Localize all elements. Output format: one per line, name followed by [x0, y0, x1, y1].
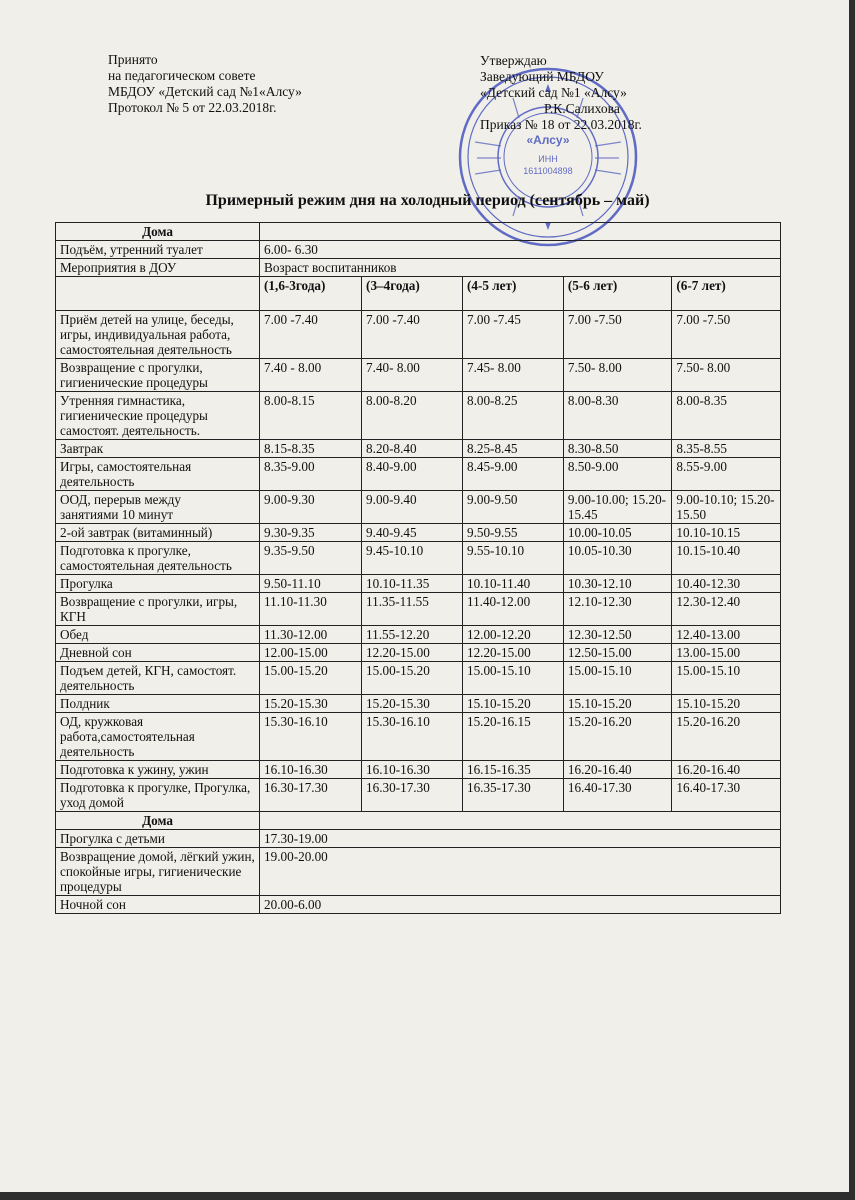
time-cell: 8.00-8.20	[362, 392, 463, 440]
time-cell: 7.00 -7.50	[672, 311, 781, 359]
table-row	[56, 713, 781, 761]
time-cell: 10.10-10.15	[672, 524, 781, 542]
activity-label: Ночной сон	[56, 896, 260, 914]
activity-label: Полдник	[56, 695, 260, 713]
activity-label-line: Утренняя гимнастика, гигиенические процедуры	[60, 393, 208, 423]
age-header-cell: Возраст воспитанников	[260, 259, 781, 277]
time-cell: 12.00-12.20	[462, 626, 563, 644]
time-cell: 7.40- 8.00	[362, 359, 463, 392]
time-cell: 9.00-9.30	[260, 491, 362, 524]
table-row	[56, 440, 781, 458]
activity-label: Прогулка с детьми	[56, 830, 260, 848]
schedule-table	[55, 222, 781, 914]
time-cell: 7.50- 8.00	[563, 359, 672, 392]
time-cell: 16.20-16.40	[563, 761, 672, 779]
endorsement-line-3: «Детский сад №1 «Алсу»	[480, 85, 627, 100]
time-cell: 16.40-17.30	[672, 779, 781, 812]
approval-line-2: на педагогическом совете	[108, 68, 256, 83]
approval-block	[108, 52, 302, 116]
time-cell: 15.20-16.20	[563, 713, 672, 761]
empty-cell	[260, 812, 781, 830]
time-cell: 10.15-10.40	[672, 542, 781, 575]
time-cell: 15.30-16.10	[362, 713, 463, 761]
table-row	[56, 542, 781, 575]
table-row	[56, 311, 781, 359]
time-cell: 16.10-16.30	[362, 761, 463, 779]
endorsement-line-2: Заведующий МБДОУ	[480, 69, 604, 84]
time-cell: 12.00-15.00	[260, 644, 362, 662]
age-group-header: (6-7 лет)	[672, 277, 781, 311]
approval-line-1: Принято	[108, 52, 158, 67]
activity-label: ОД, кружковая работа,самостоятельная деятельность	[56, 713, 260, 761]
table-row	[56, 392, 781, 440]
time-cell: 11.55-12.20	[362, 626, 463, 644]
time-cell: 8.30-8.50	[563, 440, 672, 458]
time-cell: 9.30-9.35	[260, 524, 362, 542]
time-cell: 16.20-16.40	[672, 761, 781, 779]
time-cell: 8.00-8.25	[462, 392, 563, 440]
time-cell: 16.30-17.30	[260, 779, 362, 812]
table-row	[56, 524, 781, 542]
time-cell: 9.35-9.50	[260, 542, 362, 575]
activity-label	[56, 392, 260, 440]
activity-label-line: самостоят. деятельность.	[60, 423, 201, 438]
time-cell: 16.40-17.30	[563, 779, 672, 812]
time-cell: 15.20-15.30	[362, 695, 463, 713]
table-row	[56, 359, 781, 392]
activity-label: 2-ой завтрак (витаминный)	[56, 524, 260, 542]
time-cell: 15.00-15.10	[563, 662, 672, 695]
table-row	[56, 812, 781, 830]
activity-label: Обед	[56, 626, 260, 644]
time-cell: 7.45- 8.00	[462, 359, 563, 392]
time-cell: 9.00-9.50	[462, 491, 563, 524]
time-cell: 8.50-9.00	[563, 458, 672, 491]
table-row	[56, 896, 781, 914]
time-cell: 16.30-17.30	[362, 779, 463, 812]
time-cell: 8.35-9.00	[260, 458, 362, 491]
table-row	[56, 223, 781, 241]
activity-label: Мероприятия в ДОУ	[56, 259, 260, 277]
table-row	[56, 593, 781, 626]
time-cell: 10.10-11.40	[462, 575, 563, 593]
age-group-header: (4-5 лет)	[462, 277, 563, 311]
table-row	[56, 241, 781, 259]
activity-label: Подготовка к ужину, ужин	[56, 761, 260, 779]
time-cell: 9.00-10.00; 15.20- 15.45	[563, 491, 672, 524]
time-cell: 9.55-10.10	[462, 542, 563, 575]
time-cell: 9.40-9.45	[362, 524, 463, 542]
seal-text-3: 1611004898	[523, 166, 573, 176]
time-cell: 19.00-20.00	[260, 848, 781, 896]
approval-line-4: Протокол № 5 от 22.03.2018г.	[108, 100, 277, 115]
endorsement-line-5: Приказ № 18 от 22.03.2018г.	[480, 117, 642, 132]
page-title: Примерный режим дня на холодный период (сентябрь – май)	[205, 192, 650, 209]
time-cell: 7.50- 8.00	[672, 359, 781, 392]
activity-label	[56, 542, 260, 575]
activity-label: Прогулка	[56, 575, 260, 593]
time-cell: 15.10-15.20	[563, 695, 672, 713]
approval-line-3: МБДОУ «Детский сад №1«Алсу»	[108, 84, 302, 99]
age-group-header: (1,6-3года)	[260, 277, 362, 311]
age-group-header: (5-6 лет)	[563, 277, 672, 311]
time-cell: 15.10-15.20	[462, 695, 563, 713]
time-cell: 12.20-15.00	[362, 644, 463, 662]
home-header-cell: Дома	[56, 812, 260, 830]
time-cell: 8.40-9.00	[362, 458, 463, 491]
activity-label-line: самостоятельная деятельность	[60, 558, 232, 573]
table-row	[56, 491, 781, 524]
time-cell: 12.20-15.00	[462, 644, 563, 662]
activity-label: Подъём, утренний туалет	[56, 241, 260, 259]
activity-label-line: деятельность	[60, 474, 135, 489]
time-cell: 12.40-13.00	[672, 626, 781, 644]
table-row	[56, 830, 781, 848]
activity-label: Возвращение с прогулки, гигиенические процедуры	[56, 359, 260, 392]
endorsement-line-4: Р.К.Салихова	[544, 101, 620, 116]
table-row	[56, 779, 781, 812]
activity-label	[56, 458, 260, 491]
time-cell: 7.00 -7.40	[362, 311, 463, 359]
time-cell: 9.50-9.55	[462, 524, 563, 542]
time-cell: 9.00-9.40	[362, 491, 463, 524]
activity-label-line: занятиями 10 минут	[60, 507, 174, 522]
table-row	[56, 259, 781, 277]
time-cell: 16.10-16.30	[260, 761, 362, 779]
endorsement-line-1: Утверждаю	[480, 53, 547, 68]
time-cell: 11.30-12.00	[260, 626, 362, 644]
activity-label-line: Подготовка к прогулке,	[60, 543, 191, 558]
table-row	[56, 575, 781, 593]
age-group-header: (3–4года)	[362, 277, 463, 311]
time-cell: 20.00-6.00	[260, 896, 781, 914]
table-row	[56, 695, 781, 713]
table-row	[56, 662, 781, 695]
time-cell: 12.10-12.30	[563, 593, 672, 626]
time-cell: 13.00-15.00	[672, 644, 781, 662]
time-cell: 15.00-15.20	[362, 662, 463, 695]
time-cell: 9.00-10.10; 15.20-15.50	[672, 491, 781, 524]
activity-label: Завтрак	[56, 440, 260, 458]
activity-label	[56, 491, 260, 524]
empty-cell	[56, 277, 260, 311]
activity-label: Подготовка к прогулке, Прогулка, уход домой	[56, 779, 260, 812]
time-cell: 8.55-9.00	[672, 458, 781, 491]
time-cell: 15.30-16.10	[260, 713, 362, 761]
seal-text-1: «Алсу»	[526, 133, 570, 147]
time-cell: 8.25-8.45	[462, 440, 563, 458]
time-cell: 12.30-12.50	[563, 626, 672, 644]
time-cell: 8.00-8.35	[672, 392, 781, 440]
endorsement-block	[480, 53, 642, 133]
time-cell: 11.10-11.30	[260, 593, 362, 626]
table-row	[56, 761, 781, 779]
time-cell: 10.05-10.30	[563, 542, 672, 575]
time-cell: 8.45-9.00	[462, 458, 563, 491]
time-cell: 8.20-8.40	[362, 440, 463, 458]
time-cell: 9.50-11.10	[260, 575, 362, 593]
time-cell: 11.40-12.00	[462, 593, 563, 626]
time-cell: 15.00-15.10	[672, 662, 781, 695]
time-cell: 12.30-12.40	[672, 593, 781, 626]
table-row	[56, 458, 781, 491]
empty-cell	[260, 223, 781, 241]
time-cell: 15.20-15.30	[260, 695, 362, 713]
time-cell: 7.00 -7.50	[563, 311, 672, 359]
time-cell: 17.30-19.00	[260, 830, 781, 848]
time-cell: 10.40-12.30	[672, 575, 781, 593]
time-cell: 15.20-16.15	[462, 713, 563, 761]
time-cell: 6.00- 6.30	[260, 241, 781, 259]
activity-label: Приём детей на улице, беседы, игры, индивидуальная работа, самостоятельная деятельность	[56, 311, 260, 359]
time-cell: 7.00 -7.40	[260, 311, 362, 359]
time-cell: 10.00-10.05	[563, 524, 672, 542]
table-row	[56, 626, 781, 644]
activity-label-line: Игры, самостоятельная	[60, 459, 192, 474]
table-row	[56, 848, 781, 896]
time-cell: 10.30-12.10	[563, 575, 672, 593]
home-header-cell: Дома	[56, 223, 260, 241]
table-row	[56, 277, 781, 311]
activity-label-line: ООД, перерыв между	[60, 492, 181, 507]
time-cell: 16.35-17.30	[462, 779, 563, 812]
time-cell: 15.10-15.20	[672, 695, 781, 713]
table-row	[56, 644, 781, 662]
time-cell: 16.15-16.35	[462, 761, 563, 779]
activity-label: Возвращение с прогулки, игры, КГН	[56, 593, 260, 626]
activity-label: Дневной сон	[56, 644, 260, 662]
activity-label: Возвращение домой, лёгкий ужин, спокойные игры, гигиенические процедуры	[56, 848, 260, 896]
activity-label: Подъем детей, КГН, самостоят. деятельность	[56, 662, 260, 695]
time-cell: 7.00 -7.45	[462, 311, 563, 359]
time-cell: 8.00-8.30	[563, 392, 672, 440]
time-cell: 10.10-11.35	[362, 575, 463, 593]
time-cell: 8.00-8.15	[260, 392, 362, 440]
time-cell: 12.50-15.00	[563, 644, 672, 662]
time-cell: 8.35-8.55	[672, 440, 781, 458]
seal-text-2: ИНН	[538, 154, 558, 164]
time-cell: 11.35-11.55	[362, 593, 463, 626]
time-cell: 15.00-15.20	[260, 662, 362, 695]
time-cell: 15.00-15.10	[462, 662, 563, 695]
time-cell: 8.15-8.35	[260, 440, 362, 458]
time-cell: 7.40 - 8.00	[260, 359, 362, 392]
time-cell: 9.45-10.10	[362, 542, 463, 575]
time-cell: 15.20-16.20	[672, 713, 781, 761]
